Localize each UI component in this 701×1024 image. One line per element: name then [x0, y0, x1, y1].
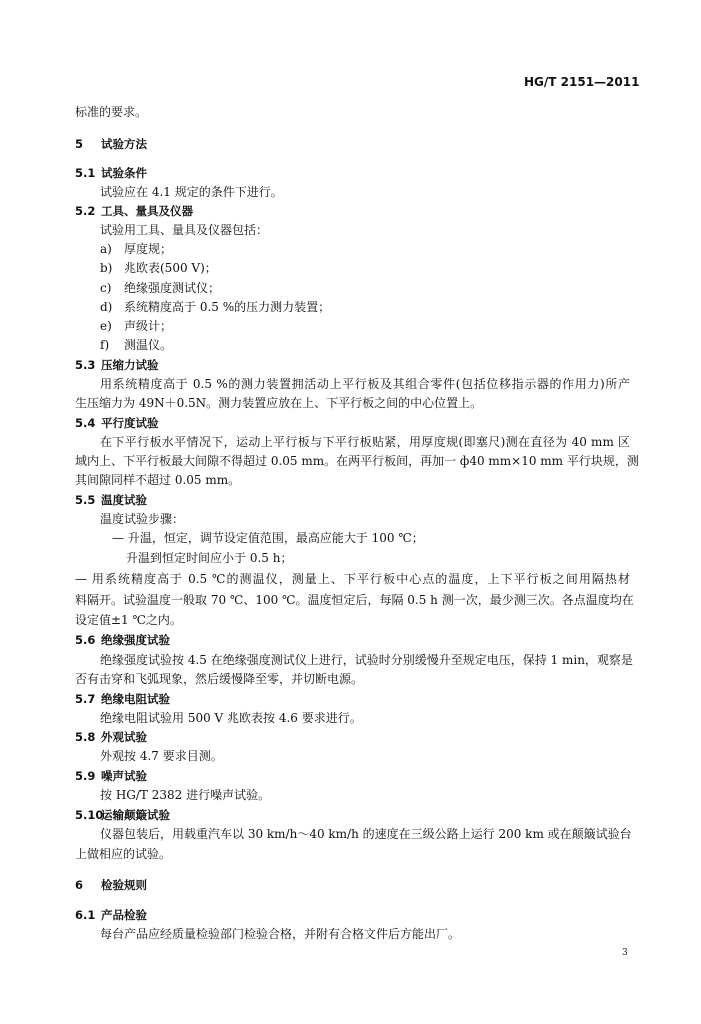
paragraph-text: — 用系统精度高于 0.5 ℃的测温仪，测量上、下平行板中心点的温度，上下平行板之间用隔热材: [75, 572, 630, 586]
paragraph-line: 按 HG/T 2382 进行噪声试验。: [100, 788, 271, 802]
section-number: 5.9: [75, 769, 96, 783]
section-heading-5-2: [75, 203, 193, 219]
list-text: 厚度规；: [124, 242, 173, 256]
list-label: f): [100, 338, 110, 352]
paragraph-text: 用系统精度高于 0.5 %的测力装置拥活动上平行板及其组合零件(包括位移指示器的作用力)所产: [100, 377, 630, 391]
list-text: 测温仪。: [124, 338, 173, 352]
list-text: 系统精度高于 0.5 %的压力测力装置；: [124, 300, 331, 314]
paragraph-line: 标准的要求。: [75, 105, 148, 119]
list-text: 声级计；: [124, 319, 173, 333]
paragraph-line: 生压缩力为 49N＋0.5N。测力装置应放在上、下平行板之间的中心位置上。: [75, 396, 483, 410]
paragraph-line: 每台产品应经质量检验部门检验合格，并附有合格文件后方能出厂。: [100, 927, 461, 941]
paragraph-line: 升温到恒定时间应小于 0.5 h；: [126, 551, 293, 565]
section-heading-5-10: [75, 807, 170, 823]
paragraph-text: 域内上、下平行板最大间隙不得超过 0.05 mm。在两平行板间，再加一 ф40 mm×10 mm 平行块规，测: [75, 454, 639, 468]
list-item: [100, 280, 220, 296]
paragraph-line: [75, 571, 630, 587]
section-title: 产品检验: [101, 908, 147, 922]
section-number: 5.6: [75, 633, 96, 647]
paragraph-line: 外观按 4.7 要求目测。: [100, 749, 223, 763]
section-title: 平行度试验: [101, 416, 159, 430]
list-item: [100, 318, 172, 334]
section-number: 6: [75, 878, 84, 892]
section-number: 5.8: [75, 730, 96, 744]
page-number: 3: [622, 948, 628, 958]
section-number: 5.1: [75, 166, 96, 180]
paragraph-text: 在下平行板水平情况下，运动上平行板与下平行板贴紧，用厚度规(即塞尺)测在直径为 40 mm 区: [100, 435, 630, 449]
section-number: 5.7: [75, 692, 96, 706]
list-text: 绝缘强度测试仪；: [124, 281, 221, 295]
section-title: 绝缘电阻试验: [101, 692, 170, 706]
list-item: [100, 241, 172, 257]
paragraph-line: 其间隙同样不超过 0.05 mm。: [75, 473, 241, 487]
paragraph-line: [75, 453, 639, 469]
paragraph-line: 温度试验步骤：: [100, 512, 185, 526]
section-number: 5: [75, 137, 84, 151]
section-number: 6.1: [75, 908, 96, 922]
list-label: e): [100, 319, 112, 333]
section-title: 绝缘强度试验: [101, 633, 170, 647]
section-title: 噪声试验: [101, 769, 147, 783]
section-title: 试验方法: [101, 137, 147, 151]
paragraph-line: [100, 434, 630, 450]
section-heading-5-3: [75, 357, 159, 373]
list-label: d): [100, 300, 113, 314]
paragraph-line: 绝缘电阻试验用 500 V 兆欧表按 4.6 要求进行。: [100, 711, 362, 725]
section-number: 5.5: [75, 493, 96, 507]
list-label: a): [100, 242, 112, 256]
section-title: 温度试验: [101, 493, 147, 507]
paragraph-text: 料隔开。试验温度一般取 70 ℃、100 ℃。温度恒定后，每隔 0.5 h 测一次，最少测三次。各点温度均在: [75, 593, 634, 607]
section-number: 5.2: [75, 204, 96, 218]
section-heading-5-1: [75, 165, 147, 181]
list-text: 兆欧表(500 V)；: [124, 261, 217, 275]
section-number: 5.3: [75, 358, 96, 372]
paragraph-line: 设定值±1 ℃之内。: [75, 613, 182, 627]
list-item: [100, 260, 217, 276]
paragraph-line: [75, 592, 634, 608]
paragraph-line: 试验应在 4.1 规定的条件下进行。: [100, 185, 283, 199]
list-item: [100, 337, 172, 353]
section-heading-5: [75, 136, 147, 152]
section-heading-5-7: [75, 691, 170, 707]
section-heading-6-1: [75, 907, 147, 923]
paragraph-line: 否有击穿和飞弧现象，然后缓慢降至零，并切断电源。: [75, 672, 364, 686]
section-title: 运输颠簸试验: [101, 808, 170, 822]
section-title: 试验条件: [101, 166, 147, 180]
paragraph-line: [100, 652, 633, 668]
paragraph-text: 仪器包装后，用载重汽车以 30 km/h～40 km/h 的速度在三级公路上运行 200 km 或在颠簸试验台: [100, 827, 632, 841]
section-heading-6: [75, 877, 147, 893]
section-heading-5-5: [75, 492, 147, 508]
list-label: c): [100, 281, 112, 295]
paragraph-line: — 升温，恒定，调节设定值范围，最高应能大于 100 ℃；: [112, 531, 424, 545]
section-number: 5.10: [75, 808, 104, 822]
list-item: [100, 299, 330, 315]
list-label: b): [100, 261, 113, 275]
section-number: 5.4: [75, 416, 96, 430]
section-title: 工具、量具及仪器: [101, 204, 193, 218]
paragraph-line: 试验用工具、量具及仪器包括：: [100, 223, 269, 237]
paragraph-line: [100, 826, 630, 842]
section-heading-5-9: [75, 768, 147, 784]
section-heading-5-8: [75, 729, 147, 745]
section-title: 压缩力试验: [101, 358, 159, 372]
paragraph-line: [100, 376, 630, 392]
section-title: 外观试验: [101, 730, 147, 744]
standard-code: HG/T 2151—2011: [524, 75, 640, 89]
section-heading-5-4: [75, 415, 159, 431]
paragraph-text: 绝缘强度试验按 4.5 在绝缘强度测试仪上进行，试验时分别缓慢升至规定电压，保持 1 min，观察是: [100, 653, 633, 667]
section-heading-5-6: [75, 632, 170, 648]
section-title: 检验规则: [101, 878, 147, 892]
paragraph-line: 上做相应的试验。: [75, 847, 172, 861]
